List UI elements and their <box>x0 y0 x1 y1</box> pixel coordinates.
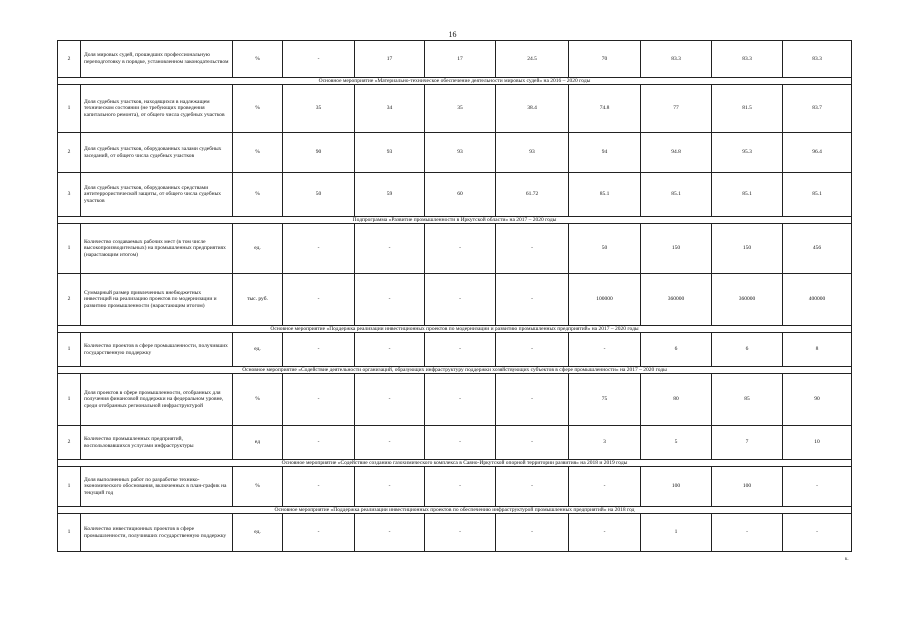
indicator-name: Доля выполненных работ по разработке технико-экономического обоснования, включенных в план-график на текущий год <box>81 467 233 507</box>
row-number: 2 <box>58 426 81 460</box>
indicator-name: Доля судебных участков, оборудованных залами судебных заседаний, от общего числа судебных участков <box>81 133 233 173</box>
value-cell: - <box>496 374 569 426</box>
value-cell: 96.4 <box>783 133 852 173</box>
value-cell: 93 <box>496 133 569 173</box>
row-number: 2 <box>58 133 81 173</box>
value-cell: 8 <box>783 333 852 367</box>
value-cell: 85.1 <box>783 173 852 217</box>
table-row <box>58 85 852 133</box>
value-cell: - <box>283 514 355 552</box>
value-cell: - <box>355 333 425 367</box>
value-cell: 150 <box>641 224 712 274</box>
value-cell: 50 <box>283 173 355 217</box>
value-cell: - <box>425 224 496 274</box>
value-cell: - <box>783 514 852 552</box>
value-cell: 74.8 <box>569 85 641 133</box>
value-cell: - <box>283 467 355 507</box>
unit-cell: % <box>233 85 283 133</box>
value-cell: - <box>425 374 496 426</box>
indicator-name: Доля судебных участков, находящихся в надлежащем техническом состоянии (не требующих проведения капитального ремонта), от общего числа судебных участков <box>81 85 233 133</box>
value-cell: - <box>355 224 425 274</box>
value-cell: 60 <box>425 173 496 217</box>
value-cell: 35 <box>283 85 355 133</box>
value-cell: 100 <box>641 467 712 507</box>
row-number: 1 <box>58 467 81 507</box>
value-cell: - <box>355 467 425 507</box>
value-cell: 83.7 <box>783 85 852 133</box>
row-number: 1 <box>58 374 81 426</box>
value-cell: - <box>496 274 569 326</box>
value-cell: 94.8 <box>641 133 712 173</box>
value-cell: 360000 <box>641 274 712 326</box>
indicator-name: Доля судебных участков, оборудованных средствами антитеррористической защиты, от общего числа судебных участков <box>81 173 233 217</box>
unit-cell: % <box>233 133 283 173</box>
unit-cell: % <box>233 467 283 507</box>
table-row <box>58 133 852 173</box>
table-row <box>58 426 852 460</box>
value-cell: 34 <box>355 85 425 133</box>
value-cell: - <box>569 333 641 367</box>
section-header-row <box>58 326 852 333</box>
table-row <box>58 333 852 367</box>
value-cell: 100 <box>712 467 783 507</box>
section-header-row <box>58 78 852 85</box>
value-cell: 95.3 <box>712 133 783 173</box>
value-cell: - <box>355 514 425 552</box>
value-cell: - <box>283 374 355 426</box>
value-cell: 83.3 <box>712 41 783 78</box>
value-cell: 360000 <box>712 274 783 326</box>
value-cell: - <box>569 467 641 507</box>
value-cell: 83.3 <box>641 41 712 78</box>
value-cell: - <box>569 514 641 552</box>
value-cell: 50 <box>569 224 641 274</box>
value-cell: 1 <box>641 514 712 552</box>
value-cell: 94 <box>569 133 641 173</box>
row-number: 1 <box>58 224 81 274</box>
value-cell: 6 <box>712 333 783 367</box>
value-cell: - <box>355 374 425 426</box>
row-number: 1 <box>58 333 81 367</box>
row-number: 3 <box>58 173 81 217</box>
indicator-name: Суммарный размер привлеченных внебюджетных инвестиций на реализацию проектов по модернизации и развитию промышленности (нарастающим итогом) <box>81 274 233 326</box>
table-row <box>58 274 852 326</box>
unit-cell: % <box>233 374 283 426</box>
value-cell: 456 <box>783 224 852 274</box>
value-cell: - <box>283 274 355 326</box>
value-cell: 400000 <box>783 274 852 326</box>
table-row <box>58 467 852 507</box>
indicator-name: Количество проектов в сфере промышленности, получивших государственную поддержку <box>81 333 233 367</box>
value-cell: 6 <box>641 333 712 367</box>
value-cell: 17 <box>355 41 425 78</box>
value-cell: 83.3 <box>783 41 852 78</box>
unit-cell: % <box>233 173 283 217</box>
value-cell: 10 <box>783 426 852 460</box>
table-row <box>58 173 852 217</box>
value-cell: - <box>425 426 496 460</box>
value-cell: - <box>283 333 355 367</box>
value-cell: 100000 <box>569 274 641 326</box>
unit-cell: тыс. руб. <box>233 274 283 326</box>
value-cell: 17 <box>425 41 496 78</box>
value-cell: 3 <box>569 426 641 460</box>
value-cell: - <box>712 514 783 552</box>
value-cell: - <box>355 426 425 460</box>
indicator-name: Доля проектов в сфере промышленности, отобранных для получения финансовой поддержки на федеральном уровне, среди отобранных региональной инфраструктурой <box>81 374 233 426</box>
value-cell: - <box>425 467 496 507</box>
section-title: Основное мероприятие «Поддержка реализации инвестиционных проектов по обеспечению инфраструктурой промышленных предприятий» на 2018 год <box>58 507 852 514</box>
value-cell: 85.1 <box>641 173 712 217</box>
unit-cell: ед. <box>233 224 283 274</box>
unit-cell: % <box>233 41 283 78</box>
unit-cell: ед <box>233 426 283 460</box>
indicator-name: Количество создаваемых рабочих мест (в том числе высокопроизводительных) на промышленных предприятиях (нарастающим итогом) <box>81 224 233 274</box>
unit-cell: ед. <box>233 514 283 552</box>
value-cell: 59 <box>355 173 425 217</box>
value-cell: - <box>425 274 496 326</box>
value-cell: 35 <box>425 85 496 133</box>
value-cell: 70 <box>569 41 641 78</box>
value-cell: 90 <box>283 133 355 173</box>
value-cell: 150 <box>712 224 783 274</box>
section-title: Подпрограмма «Развитие промышленности в Иркутской области» на 2017 – 2020 годы <box>58 217 852 224</box>
value-cell: 80 <box>641 374 712 426</box>
table-row <box>58 374 852 426</box>
value-cell: 81.5 <box>712 85 783 133</box>
value-cell: - <box>496 514 569 552</box>
row-number: 2 <box>58 41 81 78</box>
side-mark: к. <box>845 557 849 562</box>
value-cell: - <box>783 467 852 507</box>
section-header-row <box>58 217 852 224</box>
value-cell: 85 <box>712 374 783 426</box>
value-cell: - <box>496 426 569 460</box>
value-cell: 61.72 <box>496 173 569 217</box>
value-cell: - <box>496 224 569 274</box>
value-cell: - <box>283 426 355 460</box>
row-number: 2 <box>58 274 81 326</box>
indicator-name: Доля мировых судей, прошедших профессиональную переподготовку в порядке, установленном законодательством <box>81 41 233 78</box>
value-cell: 24.5 <box>496 41 569 78</box>
value-cell: 75 <box>569 374 641 426</box>
value-cell: - <box>355 274 425 326</box>
value-cell: 93 <box>355 133 425 173</box>
value-cell: - <box>283 224 355 274</box>
section-title: Основное мероприятие «Поддержка реализации инвестиционных проектов по модернизации и развитию промышленных предприятий» на 2017 – 2020 годы <box>58 326 852 333</box>
value-cell: 90 <box>783 374 852 426</box>
indicator-name: Количество инвестиционных проектов в сфере промышленности, получивших государственную поддержку <box>81 514 233 552</box>
section-title: Основное мероприятие «Материально-техническое обеспечение деятельности мировых судей» на 2016 – 2020 годы <box>58 78 852 85</box>
section-header-row <box>58 507 852 514</box>
row-number: 1 <box>58 85 81 133</box>
value-cell: - <box>496 467 569 507</box>
table-row <box>58 514 852 552</box>
indicators-table <box>57 40 852 552</box>
value-cell: - <box>283 41 355 78</box>
page-number: 16 <box>448 30 457 39</box>
value-cell: - <box>425 514 496 552</box>
value-cell: 93 <box>425 133 496 173</box>
section-header-row <box>58 367 852 374</box>
section-title: Основное мероприятие «Содействие созданию газохимического комплекса в Саяно-Иркутской опорной территории развития» на 2018 и 2019 годы <box>58 460 852 467</box>
unit-cell: ед. <box>233 333 283 367</box>
section-title: Основное мероприятие «Содействие деятельности организаций, образующих инфраструктуру поддержки хозяйствующих субъектов в сфере промышленности» на 2017 – 2020 годы <box>58 367 852 374</box>
value-cell: 85.1 <box>569 173 641 217</box>
value-cell: 5 <box>641 426 712 460</box>
table-row <box>58 41 852 78</box>
row-number: 1 <box>58 514 81 552</box>
value-cell: 85.1 <box>712 173 783 217</box>
value-cell: 7 <box>712 426 783 460</box>
value-cell: 38.4 <box>496 85 569 133</box>
value-cell: - <box>425 333 496 367</box>
indicator-name: Количество промышленных предприятий, воспользовавшихся услугами инфраструктуры <box>81 426 233 460</box>
section-header-row <box>58 460 852 467</box>
value-cell: - <box>496 333 569 367</box>
value-cell: 77 <box>641 85 712 133</box>
table-row <box>58 224 852 274</box>
